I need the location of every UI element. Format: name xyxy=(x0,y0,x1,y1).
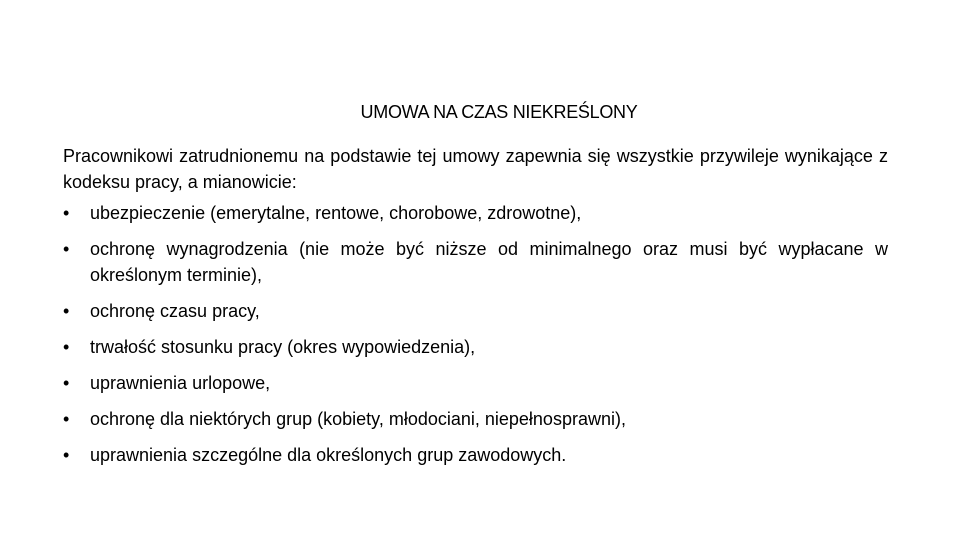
bullet-icon: • xyxy=(63,203,70,223)
bullet-icon: • xyxy=(63,373,70,393)
bullet-icon: • xyxy=(63,409,70,429)
list-item xyxy=(63,236,888,288)
list-item xyxy=(63,298,888,324)
bullet-icon: • xyxy=(63,337,70,357)
bullet-icon: • xyxy=(63,445,70,465)
list-item xyxy=(63,442,888,468)
list-item xyxy=(63,406,888,432)
list-item-text: uprawnienia urlopowe, xyxy=(90,373,271,393)
list-item-text: ochronę czasu pracy, xyxy=(90,301,260,321)
slide-title: UMOWA NA CZAS NIEKREŚLONY xyxy=(360,102,638,122)
list-item xyxy=(63,370,888,396)
list-item-text: trwałość stosunku pracy (okres wypowiedzenia), xyxy=(90,337,476,357)
list-item-text: ochronę dla niektórych grup (kobiety, młodociani, niepełnosprawni), xyxy=(90,409,626,429)
list-item-text: ochronę wynagrodzenia (nie może być niższe od minimalnego oraz musi być wypłacane w określonym terminie), xyxy=(90,239,888,285)
intro-paragraph: Pracownikowi zatrudnionemu na podstawie tej umowy zapewnia się wszystkie przywileje wynikające z kodeksu pracy, a mianowicie: xyxy=(63,146,888,192)
benefits-list xyxy=(63,200,888,468)
bullet-icon: • xyxy=(63,301,70,321)
slide-content xyxy=(63,143,888,478)
list-item xyxy=(63,200,888,226)
list-item-text: ubezpieczenie (emerytalne, rentowe, chorobowe, zdrowotne), xyxy=(90,203,582,223)
bullet-icon: • xyxy=(63,239,70,259)
list-item-text: uprawnienia szczególne dla określonych grup zawodowych. xyxy=(90,445,567,465)
list-item xyxy=(63,334,888,360)
